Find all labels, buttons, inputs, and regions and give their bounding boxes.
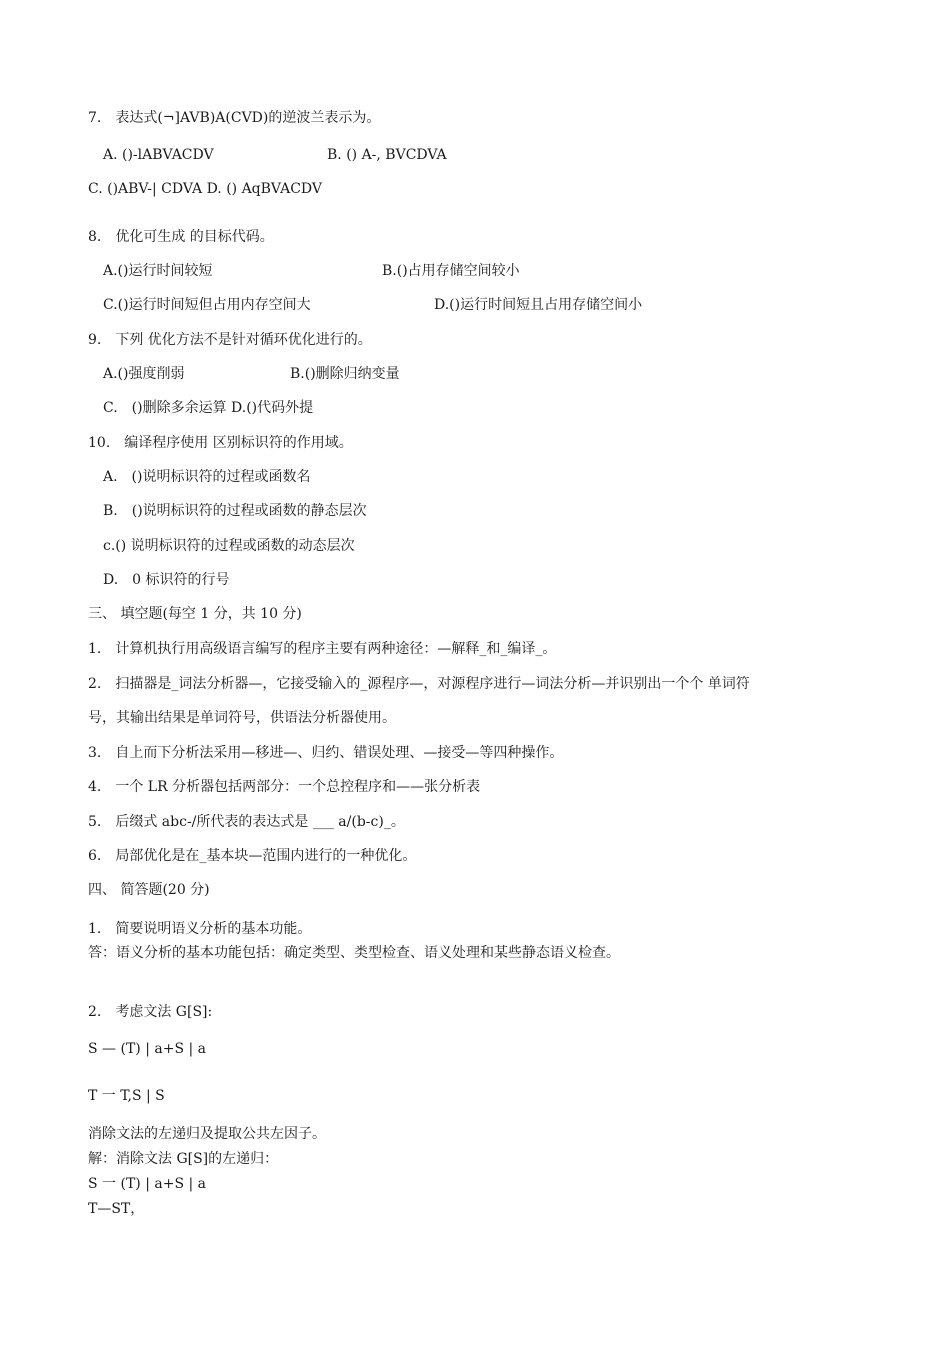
q8-option-b: B.()占用存储空间较小 [382, 263, 520, 279]
grammar-rule-t: T 一 T,S | S [88, 1088, 165, 1104]
q10-option-c: c.() 说明标识符的过程或函数的动态层次 [103, 538, 355, 554]
short-answer-1-question: 1. 简要说明语义分析的基本功能。 [88, 921, 312, 937]
section-3-heading: 三、 填空题(每空 1 分，共 10 分) [88, 606, 302, 622]
solution-rule-s: S 一 (T) | a+S | a [88, 1176, 207, 1192]
fill-item-4: 4. 一个 LR 分析器包括两部分：一个总控程序和——张分析表 [88, 779, 481, 795]
q9-stem: 9. 下列 优化方法不是针对循环优化进行的。 [88, 332, 372, 348]
short-answer-2-solution: 解：消除文法 G[S]的左递归： [88, 1151, 279, 1167]
section-4-heading: 四、 简答题(20 分) [88, 882, 210, 898]
q10-stem: 10. 编译程序使用 区别标识符的作用域。 [88, 435, 353, 451]
fill-item-3: 3. 自上而下分析法采用—移进—、归约、错误处理、—接受—等四种操作。 [88, 745, 564, 761]
fill-item-5: 5. 后缀式 abc-/所代表的表达式是 ___ a/(b-c)_。 [88, 814, 405, 830]
fill-item-2-continued: 号，其输出结果是单词符号，供语法分析器使用。 [88, 710, 396, 726]
fill-item-1: 1. 计算机执行用高级语言编写的程序主要有两种途径：—解释_和_编译_。 [88, 641, 557, 657]
q7-option-cd: C. ()ABV-| CDVA D. () AqBVACDV [88, 181, 323, 197]
q8-option-d: D.()运行时间短且占用存储空间小 [434, 297, 643, 313]
fill-item-6: 6. 局部优化是在_基本块—范围内进行的一种优化。 [88, 848, 417, 864]
short-answer-2-task: 消除文法的左递归及提取公共左因子。 [88, 1126, 326, 1142]
short-answer-1-answer: 答：语义分析的基本功能包括：确定类型、类型检查、语义处理和某些静态语义检查。 [88, 945, 620, 961]
solution-rule-t: T—ST， [88, 1201, 145, 1217]
short-answer-2-question: 2. 考虑文法 G[S]: [88, 1004, 213, 1020]
q9-option-b: B.()删除归纳变量 [290, 366, 400, 382]
q8-option-c: C.()运行时间短但占用内存空间大 [103, 297, 311, 313]
q10-option-b: B. ()说明标识符的过程或函数的静态层次 [103, 503, 367, 519]
q9-option-cd: C. ()删除多余运算 D.()代码外提 [103, 400, 314, 416]
q8-option-a: A.()运行时间较短 [103, 263, 213, 279]
fill-item-2: 2. 扫描器是_词法分析器—，它接受输入的_源程序—，对源程序进行—词法分析—并识别出一个个 单词符 [88, 676, 750, 692]
q7-option-b: B. () A-, BVCDVA [327, 147, 447, 163]
grammar-rule-s: S — (T) | a+S | a [88, 1041, 207, 1057]
q7-stem: 7. 表达式(¬]AVB)A(CVD)的逆波兰表示为。 [88, 110, 381, 126]
q8-stem: 8. 优化可生成 的目标代码。 [88, 229, 274, 245]
q9-option-a: A.()强度削弱 [103, 366, 185, 382]
q10-option-a: A. ()说明标识符的过程或函数名 [103, 469, 311, 485]
q7-option-a: A. ()-lABVACDV [103, 147, 214, 163]
q10-option-d: D. 0 标识符的行号 [103, 572, 230, 588]
